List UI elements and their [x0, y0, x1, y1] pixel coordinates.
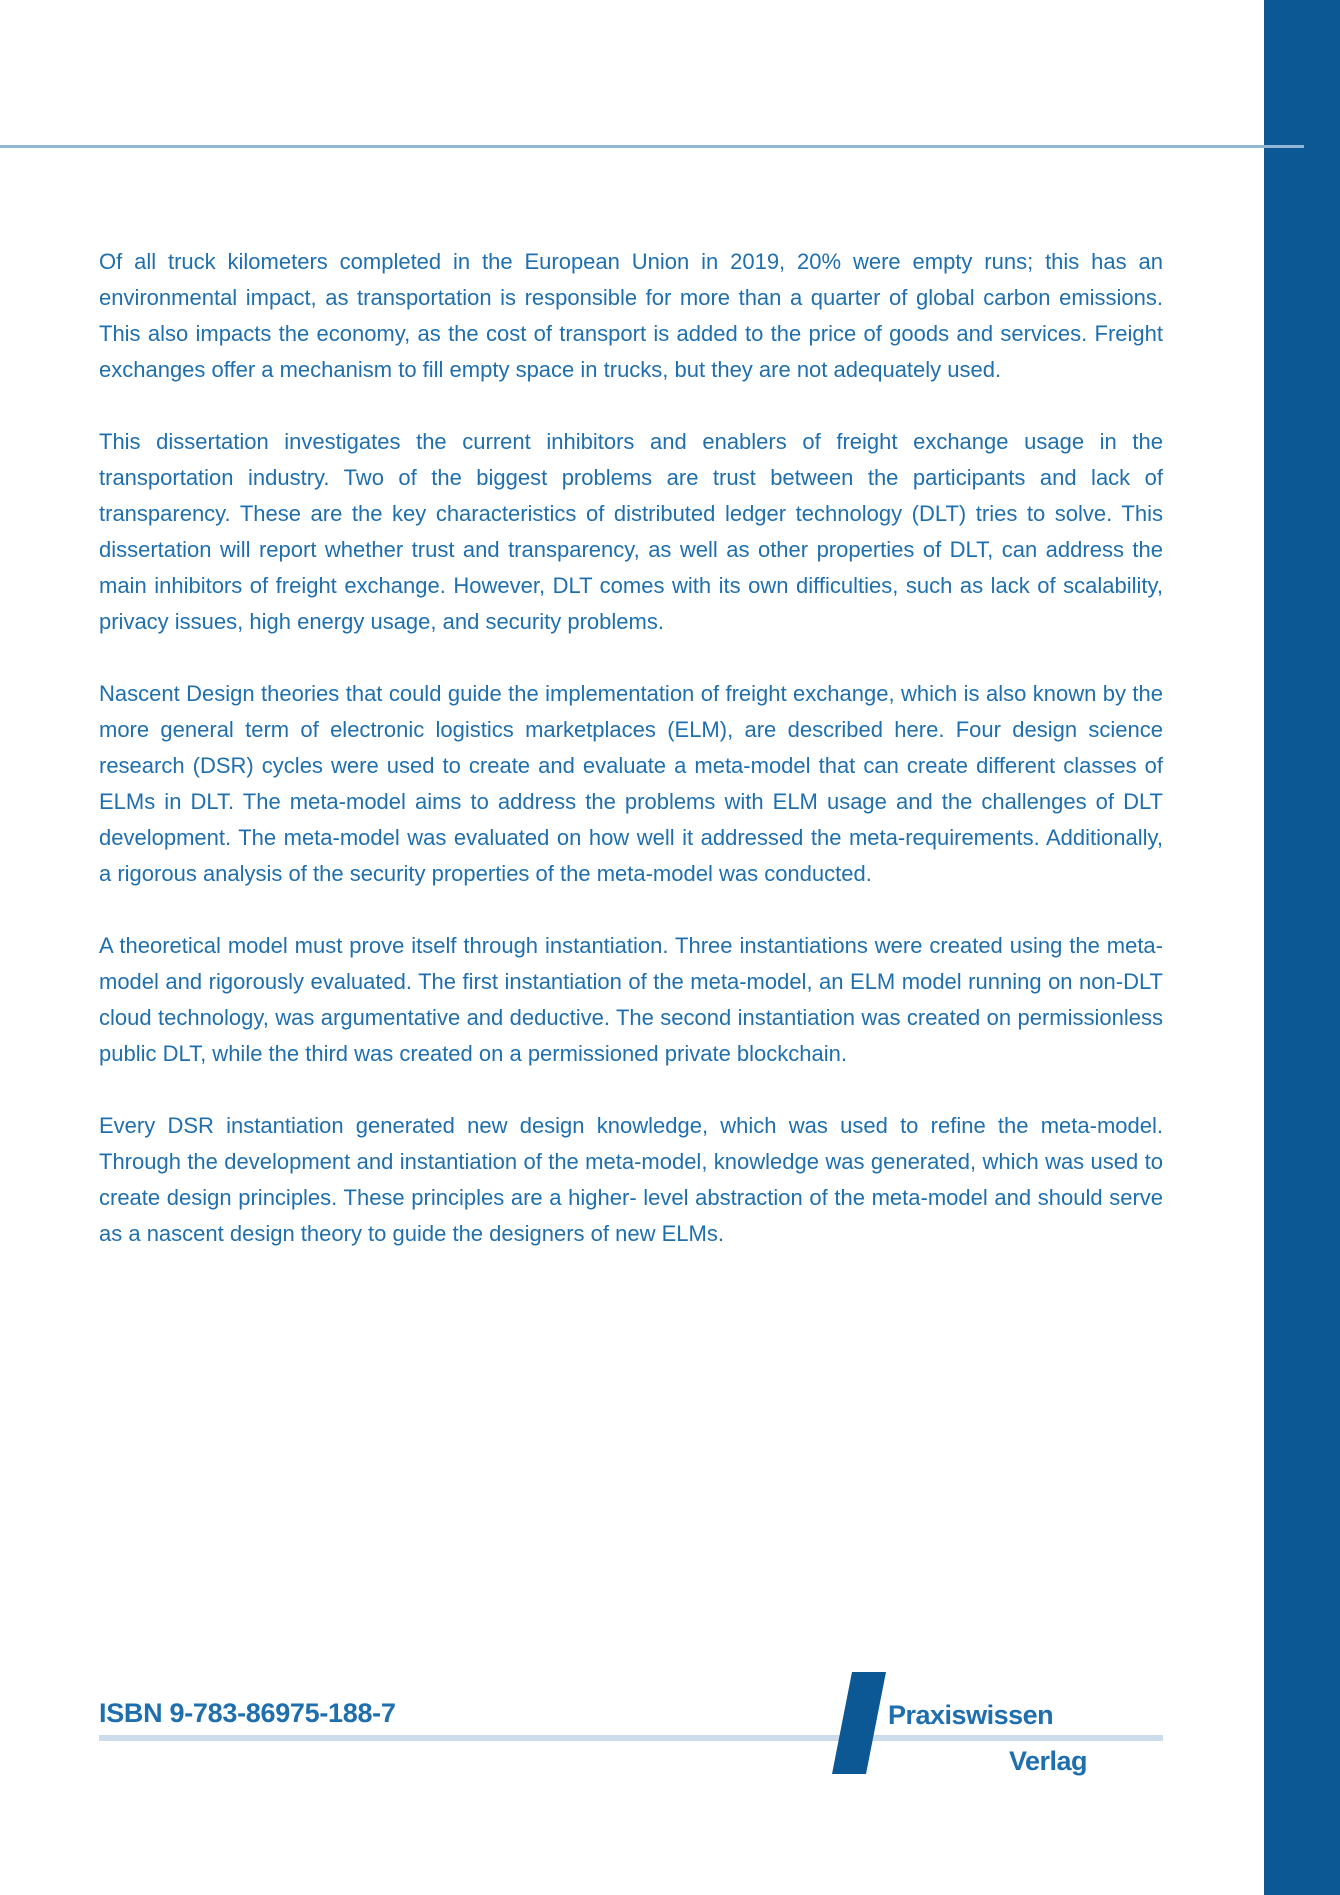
- blurb-paragraph-4: A theoretical model must prove itself through instantiation. Three instantiations were created using the meta-model and rigorously evaluated. The first instantiation of the meta-model, an ELM model running on non-DLT cloud technology, was argumentative and deductive. The second instantiation was created on permissionless public DLT, while the third was created on a permissioned private blockchain.: [99, 933, 1163, 1066]
- blurb-paragraph-2: This dissertation investigates the current inhibitors and enablers of freight exchange usage in the transportation industry. Two of the biggest problems are trust between the participants and lack of transparency. These are the key characteristics of distributed ledger technology (DLT) tries to solve. This dissertation will report whether trust and transparency, as well as other properties of DLT, can address the main inhibitors of freight exchange. However, DLT comes with its own difficulties, such as lack of scalability, privacy issues, high energy usage, and security problems.: [99, 429, 1163, 634]
- top-divider: [0, 145, 1304, 148]
- bottom-divider: [99, 1735, 1163, 1741]
- blurb-paragraph-5: Every DSR instantiation generated new design knowledge, which was used to refine the meta-model. Through the development and instantiation of the meta-model, knowledge was generated, which was used to create design principles. These principles are a higher- level abstraction of the meta-model and should serve as a nascent design theory to guide the designers of new ELMs.: [99, 1113, 1163, 1246]
- publisher-logo-slash-icon: [832, 1672, 886, 1774]
- blurb-paragraph-1: Of all truck kilometers completed in the European Union in 2019, 20% were empty runs; this has an environmental impact, as transportation is responsible for more than a quarter of global carbon emissions. This also impacts the economy, as the cost of transport is added to the price of goods and services. Freight exchanges offer a mechanism to fill empty space in trucks, but they are not adequately used.: [99, 249, 1163, 382]
- isbn-number: ISBN 9-783-86975-188-7: [99, 1698, 396, 1728]
- blurb-paragraph-3: Nascent Design theories that could guide the implementation of freight exchange, which is also known by the more general term of electronic logistics marketplaces (ELM), are described here. Four design science research (DSR) cycles were used to create and evaluate a meta-model that can create different classes of ELMs in DLT. The meta-model aims to address the problems with ELM usage and the challenges of DLT development. The meta-model was evaluated on how well it addressed the meta-requirements. Additionally, a rigorous analysis of the security properties of the meta-model was conducted.: [99, 681, 1163, 886]
- publisher-name-line-2: Verlag: [1009, 1746, 1088, 1776]
- back-cover-blurb: [99, 244, 1163, 1288]
- publisher-name-line-1: Praxiswissen: [888, 1700, 1054, 1730]
- cover-side-band: [1264, 0, 1340, 1895]
